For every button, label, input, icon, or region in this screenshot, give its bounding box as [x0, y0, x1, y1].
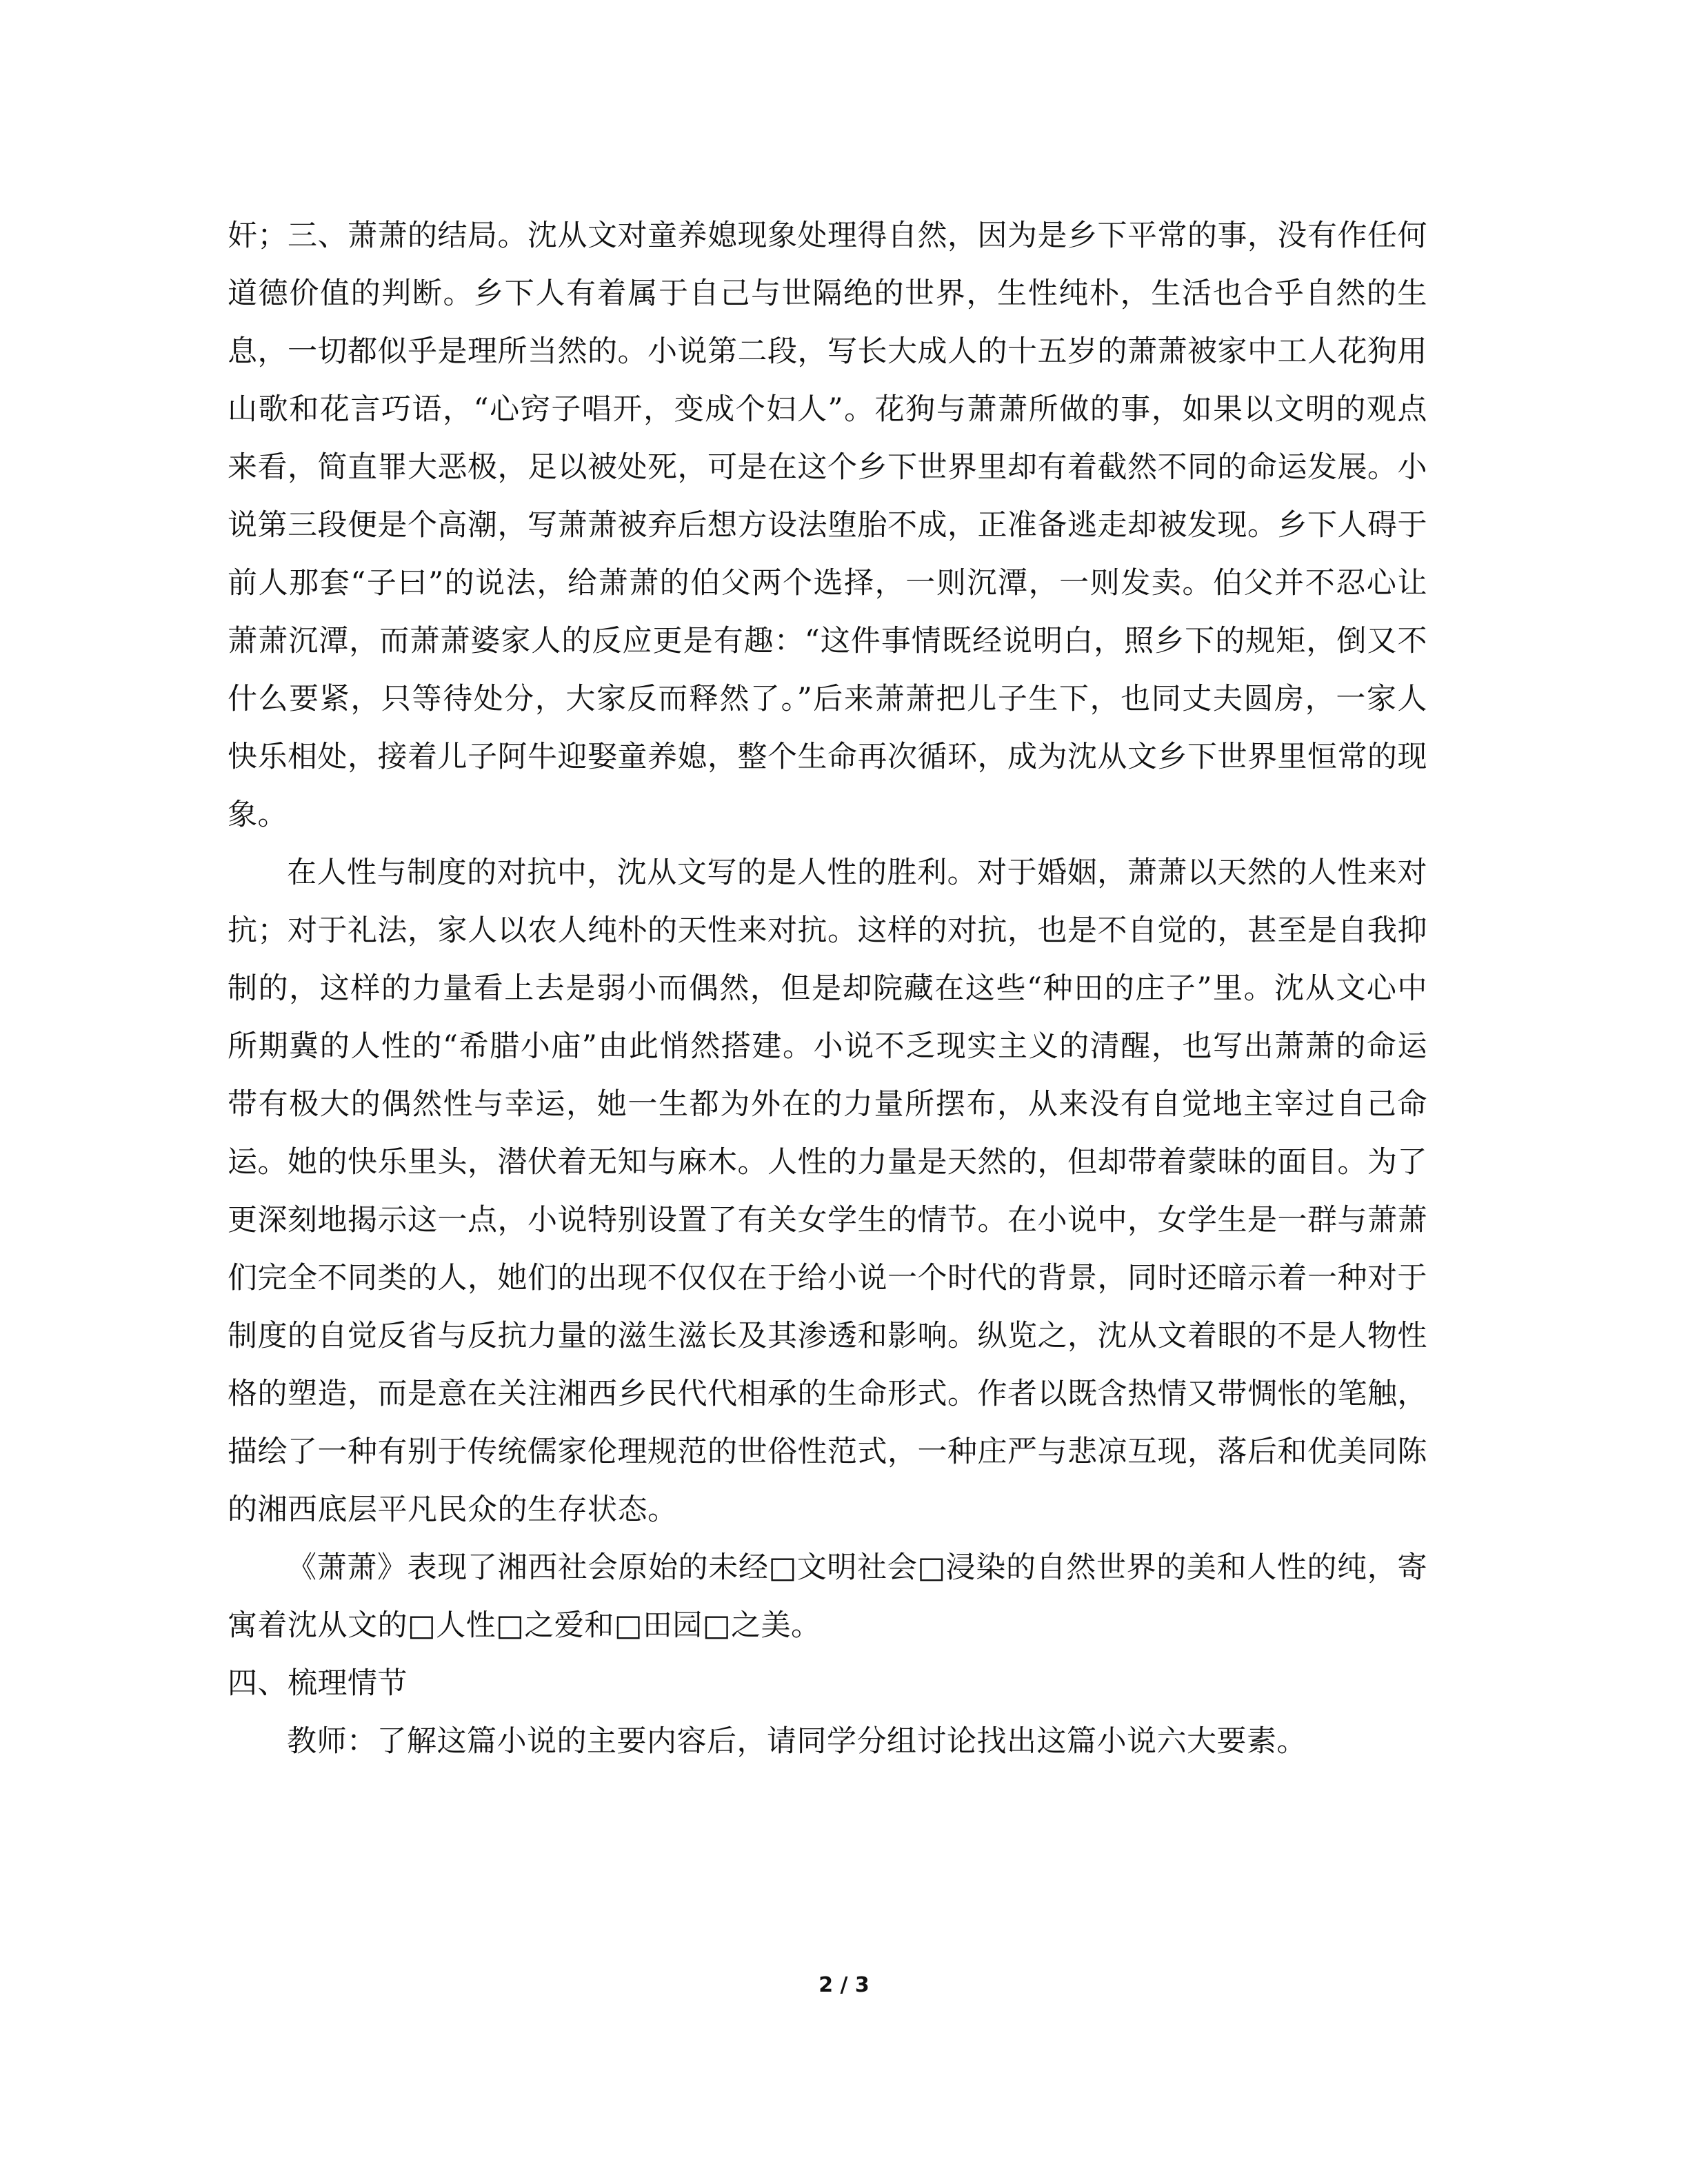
- section-heading: 四、梳理情节: [228, 1666, 408, 1701]
- paragraph-3: 《萧萧》表现了湘西社会原始的未经□文明社会□浸染的自然世界的美和人性的纯，寄寓着沈从文的□人性□之爱和□田园□之美。: [228, 1550, 1427, 1643]
- paragraph-5: 教师：了解这篇小说的主要内容后，请同学分组讨论找出这篇小说六大要素。: [287, 1724, 1307, 1759]
- paragraph-1: 奸；三、萧萧的结局。沈从文对童养媳现象处理得自然，因为是乡下平常的事，没有作任何道德价值的判断。乡下人有着属于自己与世隔绝的世界，生性纯朴，生活也合乎自然的生息，一切都似乎是理所当然的。小说第二段，写长大成人的十五岁的萧萧被家中工人花狗用山歌和花言巧语，“心窍子唱开，变成个妇人”。花狗与萧萧所做的事，如果以文明的观点来看，简直罪大恶极，足以被处死，可是在这个乡下世界里却有着截然不同的命运发展。小说第三段便是个高潮，写萧萧被弃后想方设法堕胎不成，正准备逃走却被发现。乡下人碍于前人那套“子曰”的说法，给萧萧的伯父两个选择，一则沉潭，一则发卖。伯父并不忍心让萧萧沉潭，而萧萧婆家人的反应更是有趣：“这件事情既经说明白，照乡下的规矩，倒又不什么要紧，只等待处分，大家反而释然了。”后来萧萧把儿子生下，也同丈夫圆房，一家人快乐相处，接着儿子阿牛迎娶童养媳，整个生命再次循环，成为沈从文乡下世界里恒常的现象。: [228, 219, 1427, 832]
- document-body: [228, 207, 1427, 1770]
- paragraph-2: 在人性与制度的对抗中，沈从文写的是人性的胜利。对于婚姻，萧萧以天然的人性来对抗；对于礼法，家人以农人纯朴的天性来对抗。这样的对抗，也是不自觉的，甚至是自我抑制的，这样的力量看上去是弱小而偶然，但是却院藏在这些“种田的庄子”里。沈从文心中所期冀的人性的“希腊小庙”由此悄然搭建。小说不乏现实主义的清醒，也写出萧萧的命运带有极大的偶然性与幸运，她一生都为外在的力量所摆布，从来没有自觉地主宰过自己命运。她的快乐里头，潜伏着无知与麻木。人性的力量是天然的，但却带着蒙昧的面目。为了更深刻地揭示这一点，小说特别设置了有关女学生的情节。在小说中，女学生是一群与萧萧们完全不同类的人，她们的出现不仅仅在于给小说一个时代的背景，同时还暗示着一种对于制度的自觉反省与反抗力量的滋生滋长及其渗透和影响。纵览之，沈从文着眼的不是人物性格的塑造，而是意在关注湘西乡民代代相承的生命形式。作者以既含热情又带惆怅的笔触，描绘了一种有别于传统儒家伦理规范的世俗性范式，一种庄严与悲凉互现，落后和优美同陈的湘西底层平凡民众的生存状态。: [228, 856, 1427, 1527]
- page-number: 2 / 3: [818, 1973, 870, 1997]
